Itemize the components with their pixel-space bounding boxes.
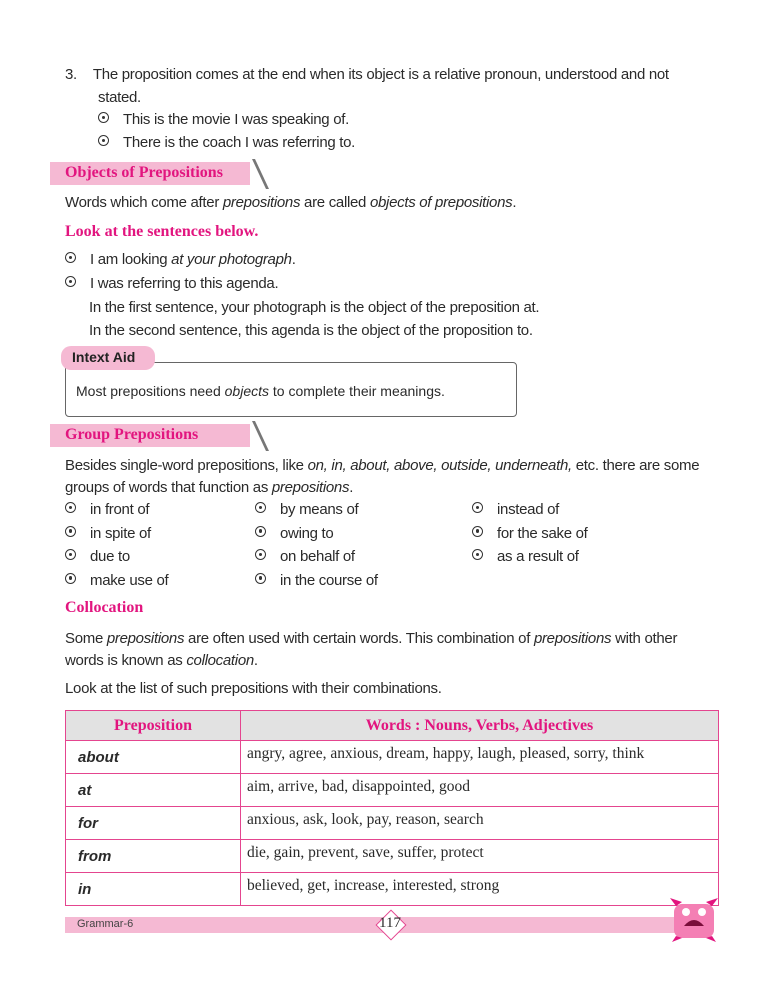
preposition-cell: from — [66, 840, 241, 873]
group-preposition-item — [65, 572, 168, 589]
bullet-icon — [98, 135, 109, 146]
intext-aid-title: Intext Aid — [72, 349, 136, 365]
page-number: 117 — [379, 915, 401, 931]
rule-text: The proposition comes at the end when its object is a relative pronoun, understood and not — [92, 66, 669, 83]
item-text: by means of — [280, 501, 359, 518]
collocation-para-2: words is known as collocation. — [65, 652, 258, 669]
item-text: owing to — [280, 524, 334, 542]
collocation-table — [65, 710, 719, 906]
words-cell: die, gain, prevent, save, suffer, protect — [241, 840, 719, 873]
words-cell: believed, get, increase, interested, strong — [241, 873, 719, 906]
group-preposition-item — [65, 548, 130, 565]
subheading: Look at the sentences below. — [65, 223, 259, 240]
example-2 — [98, 134, 355, 151]
bullet-icon — [255, 526, 266, 537]
intext-aid-text: Most prepositions need objects to complete their meanings. — [76, 383, 445, 399]
table-row — [66, 741, 719, 774]
intext-aid-tab — [61, 346, 155, 370]
explanation-1: In the first sentence, your photograph is the object of the preposition at. — [89, 299, 540, 316]
group-para-2: groups of words that function as prepositions. — [65, 479, 354, 496]
section-heading-group — [50, 424, 250, 447]
words-cell: anxious, ask, look, pay, reason, search — [241, 807, 719, 840]
item-text: due to — [90, 548, 130, 565]
group-preposition-item — [255, 501, 358, 518]
table-row — [66, 873, 719, 906]
bullet-icon — [65, 573, 76, 584]
table-header-row — [66, 711, 719, 741]
example-text: This is the movie I was speaking of. — [123, 111, 349, 128]
group-preposition-item — [255, 572, 378, 589]
collocation-heading: Collocation — [65, 599, 144, 616]
group-preposition-item — [472, 525, 588, 542]
bullet-icon — [255, 502, 266, 513]
book-title: Grammar-6 — [77, 918, 134, 930]
bullet-icon — [65, 502, 76, 513]
preposition-cell: for — [66, 807, 241, 840]
collocation-para-1: Some prepositions are often used with certain words. This combination of prepositions with other — [65, 630, 678, 647]
bullet-icon — [472, 502, 483, 513]
item-text: in the course of — [280, 571, 378, 589]
group-preposition-item — [65, 501, 149, 518]
group-preposition-item — [65, 525, 151, 542]
item-text: for the sake of — [497, 524, 588, 542]
item-text: as a result of — [497, 548, 579, 565]
header-words: Words : Nouns, Verbs, Adjectives — [241, 711, 719, 741]
item-text: on behalf of — [280, 548, 355, 565]
rule-3 — [65, 66, 669, 83]
group-preposition-item — [255, 548, 355, 565]
example-1 — [98, 111, 349, 128]
example-text: There is the coach I was referring to. — [123, 134, 356, 151]
heading-text: Group Prepositions — [65, 426, 199, 443]
heading-text: Objects of Prepositions — [65, 164, 223, 181]
group-preposition-item — [472, 501, 559, 518]
monster-mascot-icon — [668, 896, 720, 942]
bullet-icon — [255, 573, 266, 584]
bullet-icon — [255, 549, 266, 560]
preposition-cell: at — [66, 774, 241, 807]
item-text: in front of — [90, 501, 150, 518]
bullet-icon — [65, 549, 76, 560]
table-row — [66, 840, 719, 873]
preposition-cell: about — [66, 741, 241, 774]
objects-definition: Words which come after prepositions are called objects of prepositions. — [65, 194, 517, 211]
header-preposition: Preposition — [66, 711, 241, 741]
sentence-1: I am looking at your photograph. — [65, 251, 296, 268]
bullet-icon — [65, 276, 76, 287]
group-preposition-item — [255, 525, 333, 542]
section-heading-objects — [50, 162, 250, 185]
item-text: make use of — [90, 571, 169, 589]
explanation-2: In the second sentence, this agenda is the object of the proposition to. — [89, 322, 533, 339]
bullet-icon — [65, 252, 76, 263]
item-text: in spite of — [90, 524, 151, 542]
sentence-2: I was referring to this agenda. — [65, 275, 278, 292]
preposition-cell: in — [66, 873, 241, 906]
bullet-icon — [472, 526, 483, 537]
collocation-para-3: Look at the list of such prepositions with their combinations. — [65, 680, 442, 697]
table-row — [66, 774, 719, 807]
bullet-icon — [98, 112, 109, 123]
table-row — [66, 807, 719, 840]
words-cell: aim, arrive, bad, disappointed, good — [241, 774, 719, 807]
words-cell: angry, agree, anxious, dream, happy, laugh, pleased, sorry, think — [241, 741, 719, 774]
bullet-icon — [472, 549, 483, 560]
group-para-1: Besides single-word prepositions, like on, in, about, above, outside, underneath, etc. there are some — [65, 457, 700, 474]
group-preposition-item — [472, 548, 579, 565]
rule-text-cont: stated. — [98, 89, 141, 106]
page-number-badge — [375, 909, 405, 939]
rule-number: 3. — [65, 66, 77, 83]
item-text: instead of — [497, 501, 560, 518]
bullet-icon — [65, 526, 76, 537]
